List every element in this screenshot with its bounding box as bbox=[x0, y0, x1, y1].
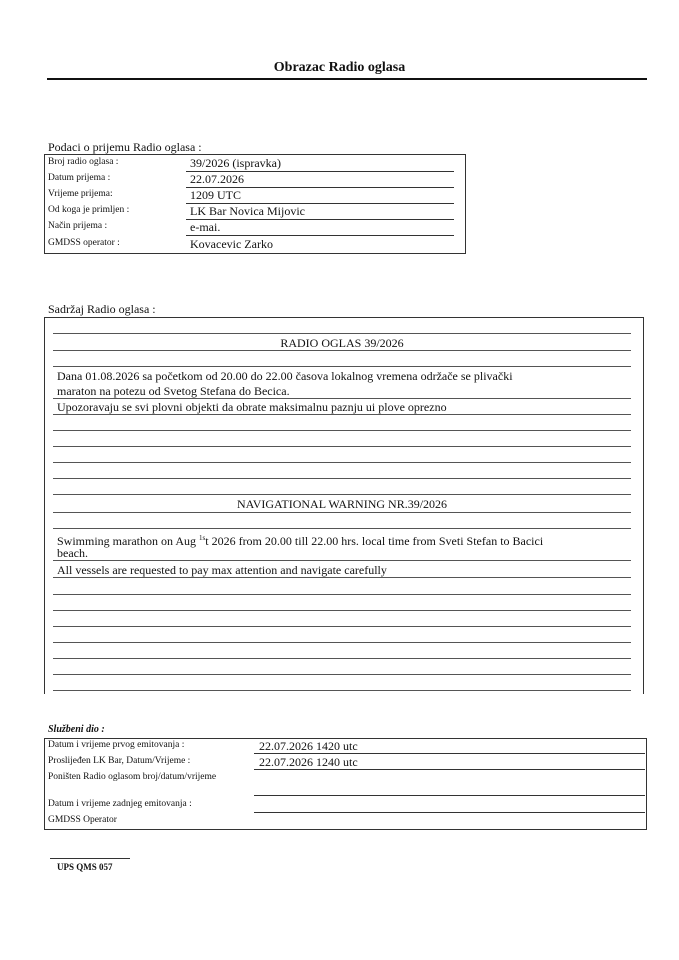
radio-notice-title: RADIO OGLAS 39/2026 bbox=[280, 336, 404, 350]
receipt-label-operator: GMDSS operator : bbox=[48, 238, 120, 248]
title-divider bbox=[47, 78, 647, 80]
receipt-value-number: 39/2026 (ispravka) bbox=[190, 156, 281, 170]
radio-notice-line: Dana 01.08.2026 sa početkom od 20.00 do 22.00 časova lokalnog vremena održače se plivački bbox=[57, 369, 513, 383]
ruled-line bbox=[53, 446, 631, 447]
ruled-line bbox=[53, 577, 631, 578]
receipt-label-date: Datum prijema : bbox=[48, 173, 111, 183]
ruled-line bbox=[53, 626, 631, 627]
ruled-line bbox=[53, 690, 631, 691]
receipt-value-time: 1209 UTC bbox=[190, 188, 241, 202]
nav-warning-line: All vessels are requested to pay max attention and navigate carefully bbox=[57, 563, 387, 577]
receipt-value-from: LK Bar Novica Mijovic bbox=[190, 204, 305, 218]
official-label-first-broadcast: Datum i vrijeme prvog emitovanja : bbox=[48, 740, 185, 750]
official-label-last-broadcast: Datum i vrijeme zadnjeg emitovanja : bbox=[48, 799, 192, 809]
official-row-line bbox=[254, 812, 645, 813]
official-label-operator: GMDSS Operator bbox=[48, 815, 117, 825]
ruled-line bbox=[53, 333, 631, 334]
receipt-label-method: Način prijema : bbox=[48, 221, 108, 231]
ruled-line bbox=[53, 594, 631, 595]
official-row-line bbox=[254, 753, 645, 754]
official-row-line bbox=[254, 769, 645, 770]
content-heading: Sadržaj Radio oglasa : bbox=[48, 302, 156, 316]
ruled-line bbox=[53, 462, 631, 463]
radio-notice-line: maraton na potezu od Svetog Stefana do Becica. bbox=[57, 384, 290, 398]
ruled-line bbox=[53, 414, 631, 415]
receipt-label-number: Broj radio oglasa : bbox=[48, 157, 119, 167]
official-value-first-broadcast: 22.07.2026 1420 utc bbox=[259, 739, 358, 753]
nav-warning-line: beach. bbox=[57, 546, 88, 560]
ruled-line bbox=[53, 366, 631, 367]
official-value-forwarded: 22.07.2026 1240 utc bbox=[259, 755, 358, 769]
radio-notice-line: Upozoravaju se svi plovni objekti da obrate maksimalnu paznju ui plove oprezno bbox=[57, 400, 447, 414]
ruled-line bbox=[53, 494, 631, 495]
ruled-line bbox=[53, 658, 631, 659]
ruled-line bbox=[53, 512, 631, 513]
receipt-value-method: e-mai. bbox=[190, 220, 221, 234]
ruled-line bbox=[53, 560, 631, 561]
official-heading: Službeni dio : bbox=[48, 724, 105, 735]
ruled-line bbox=[53, 478, 631, 479]
footer-divider bbox=[50, 858, 130, 859]
ruled-line bbox=[53, 642, 631, 643]
ruled-line bbox=[53, 674, 631, 675]
official-label-forwarded: Proslijeđen LK Bar, Datum/Vrijeme : bbox=[48, 756, 191, 766]
receipt-row-line bbox=[186, 235, 454, 236]
ruled-line bbox=[53, 528, 631, 529]
nav-warning-title: NAVIGATIONAL WARNING NR.39/2026 bbox=[236, 497, 448, 511]
receipt-row-line bbox=[186, 219, 454, 220]
official-label-cancelled: Poništen Radio oglasom broj/datum/vrijeme bbox=[48, 772, 217, 782]
ruled-line bbox=[53, 398, 631, 399]
receipt-label-time: Vrijeme prijema: bbox=[48, 189, 113, 199]
ruled-line bbox=[53, 350, 631, 351]
page-title: Obrazac Radio oglasa bbox=[273, 60, 406, 75]
nav-warning-line: Swimming marathon on Aug $^{1s}$t 2026 from 20.00 till 22.00 hrs. local time from Sveti Stefan to Bacici bbox=[57, 534, 544, 548]
receipt-value-date: 22.07.2026 bbox=[190, 172, 244, 186]
ruled-line bbox=[53, 610, 631, 611]
receipt-label-from: Od koga je primljen : bbox=[48, 205, 130, 215]
receipt-heading: Podaci o prijemu Radio oglasa : bbox=[48, 140, 202, 154]
ruled-line bbox=[53, 430, 631, 431]
official-row-line bbox=[254, 795, 645, 796]
form-code: UPS QMS 057 bbox=[57, 862, 113, 872]
receipt-value-operator: Kovacevic Zarko bbox=[190, 237, 273, 251]
